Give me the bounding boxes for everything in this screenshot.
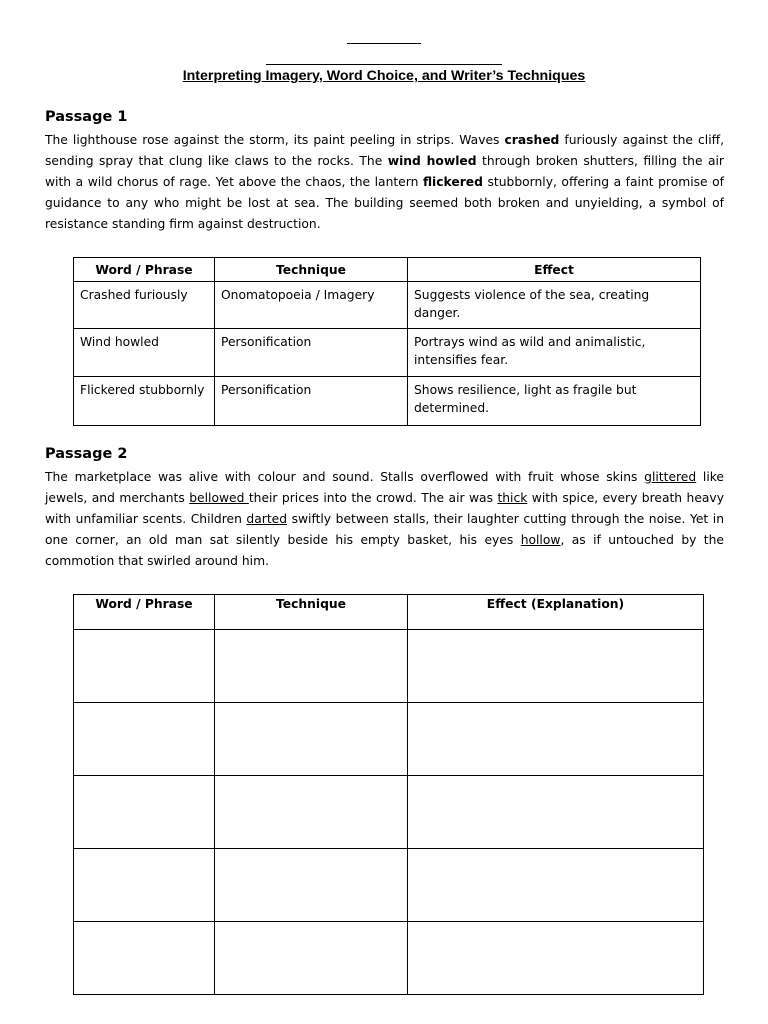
answer-cell-technique[interactable] — [215, 922, 408, 995]
answer-row — [74, 776, 704, 849]
answer-cell-word-phrase[interactable] — [74, 776, 215, 849]
answer-row — [74, 630, 704, 703]
answer-cell-effect[interactable] — [408, 703, 704, 776]
bold-phrase: crashed — [504, 133, 560, 147]
passage-text-run: with spice, every breath heavy with unfamiliar scents. Children — [45, 491, 724, 526]
cell-effect: Portrays wind as wild and animalistic, intensifies fear. — [408, 329, 701, 377]
passage-text-run: The lighthouse rose against the storm, its paint peeling in strips. Waves — [45, 133, 505, 147]
passage-1-text — [45, 130, 724, 235]
date-line — [266, 64, 502, 65]
passage-1-table — [73, 257, 701, 426]
bold-phrase: wind howled — [387, 154, 477, 168]
table-header-row — [74, 595, 704, 630]
passage-2-table — [73, 594, 704, 995]
answer-cell-technique[interactable] — [215, 630, 408, 703]
name-line — [347, 43, 421, 44]
passage-text-run: through broken shutters, filling the air with a wild chorus of rage. Yet above the chaos, the lantern — [45, 154, 724, 189]
answer-cell-effect[interactable] — [408, 630, 704, 703]
passage-2-text — [45, 467, 724, 572]
passage-text-run: , as if untouched by the commotion that swirled around him. — [45, 533, 724, 568]
table-row — [74, 377, 701, 426]
underlined-phrase: thick — [497, 491, 528, 505]
answer-row — [74, 703, 704, 776]
bold-phrase: flickered — [422, 175, 483, 189]
cell-word-phrase: Flickered stubbornly — [74, 377, 215, 426]
passage-text-run: stubbornly, offering a faint promise of guidance to any who might be lost at sea. The building seemed both broken and unyielding, a symbol of resistance standing firm against destruction. — [45, 175, 725, 231]
answer-cell-effect[interactable] — [408, 922, 704, 995]
cell-word-phrase: Crashed furiously — [74, 282, 215, 329]
cell-technique: Personification — [215, 329, 408, 377]
passage-text-run: their prices into the crowd. The air was — [248, 491, 498, 505]
answer-row — [74, 849, 704, 922]
passage-2-heading: Passage 2 — [45, 446, 128, 462]
answer-cell-technique[interactable] — [215, 776, 408, 849]
passage-1-heading: Passage 1 — [45, 109, 128, 125]
table-row — [74, 329, 701, 377]
answer-cell-technique[interactable] — [215, 849, 408, 922]
underlined-phrase: glittered — [644, 470, 697, 484]
answer-cell-technique[interactable] — [215, 703, 408, 776]
column-header-effect: Effect — [408, 258, 701, 282]
answer-cell-word-phrase[interactable] — [74, 703, 215, 776]
answer-cell-effect[interactable] — [408, 776, 704, 849]
column-header-word-phrase: Word / Phrase — [74, 595, 215, 630]
underlined-phrase: hollow — [520, 533, 561, 547]
passage-text-run: The marketplace was alive with colour and sound. Stalls overflowed with fruit whose skins — [45, 470, 645, 484]
table-header-row — [74, 258, 701, 282]
answer-cell-word-phrase[interactable] — [74, 849, 215, 922]
answer-cell-word-phrase[interactable] — [74, 630, 215, 703]
cell-technique: Personification — [215, 377, 408, 426]
passage-text-run: furiously against the cliff, sending spray that clung like claws to the rocks. The — [45, 133, 724, 168]
answer-cell-effect[interactable] — [408, 849, 704, 922]
column-header-technique: Technique — [215, 595, 408, 630]
underlined-phrase: darted — [246, 512, 288, 526]
underlined-phrase: bellowed — [189, 491, 249, 505]
page-title: Interpreting Imagery, Word Choice, and Writer’s Techniques — [182, 68, 586, 84]
column-header-effect-explanation: Effect (Explanation) — [408, 595, 704, 630]
answer-row — [74, 922, 704, 995]
cell-effect: Shows resilience, light as fragile but determined. — [408, 377, 701, 426]
cell-technique: Onomatopoeia / Imagery — [215, 282, 408, 329]
passage-text-run: like jewels, and merchants — [45, 470, 724, 505]
table-row — [74, 282, 701, 329]
cell-effect: Suggests violence of the sea, creating danger. — [408, 282, 701, 329]
cell-word-phrase: Wind howled — [74, 329, 215, 377]
answer-cell-word-phrase[interactable] — [74, 922, 215, 995]
column-header-word-phrase: Word / Phrase — [74, 258, 215, 282]
column-header-technique: Technique — [215, 258, 408, 282]
passage-text-run: swiftly between stalls, their laughter cutting through the noise. Yet in one corner, an old man sat silently beside his empty basket, his eyes — [45, 512, 724, 547]
